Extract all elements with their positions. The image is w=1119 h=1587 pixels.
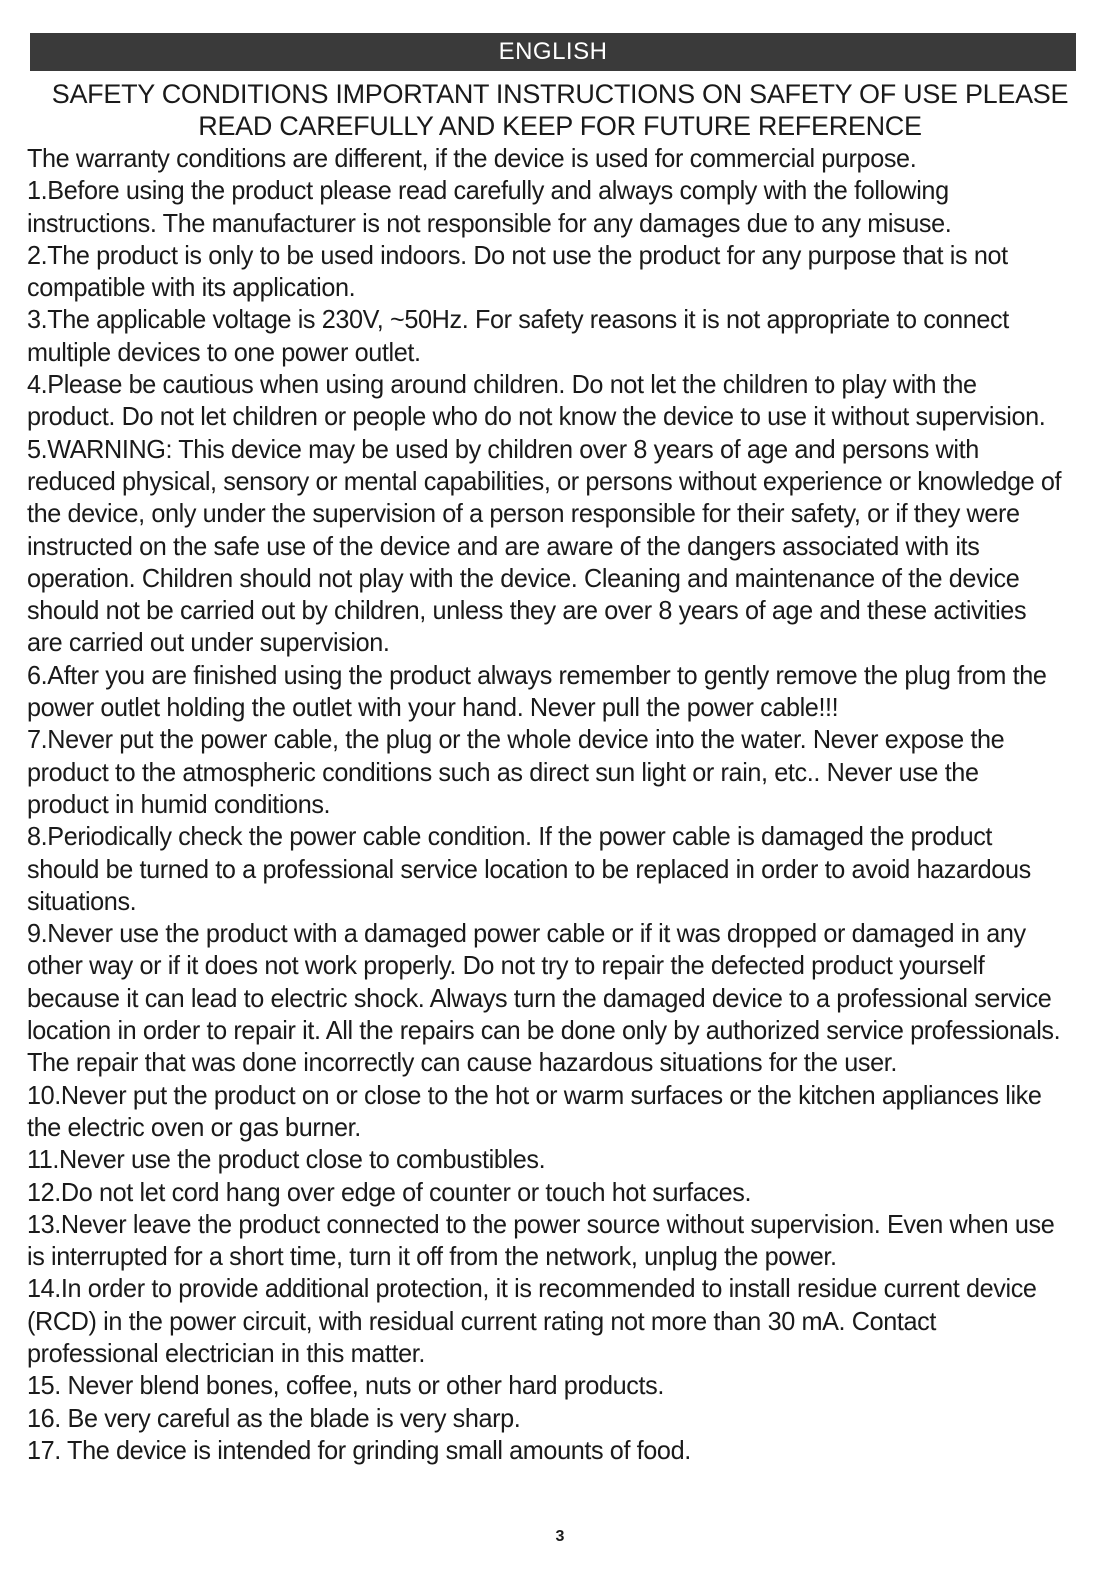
instruction-item-2: 2.The product is only to be used indoors. Do not use the product for any purpose that is not compatible with its application. bbox=[27, 239, 1008, 303]
instruction-item-11: 11.Never use the product close to combustibles. bbox=[27, 1144, 546, 1175]
instruction-item-15: 15. Never blend bones, coffee, nuts or other hard products. bbox=[27, 1370, 664, 1401]
instruction-item-3: 3.The applicable voltage is 230V, ~50Hz. For safety reasons it is not appropriate to connect multiple devices to one power outlet. bbox=[27, 304, 1009, 367]
page-number: 3 bbox=[555, 1528, 565, 1545]
instruction-item-4: 4.Please be cautious when using around children. Do not let the children to play with the product. Do not let children or people who do not know the device to use it without supervision. bbox=[27, 369, 1046, 432]
instruction-item-12: 12.Do not let cord hang over edge of counter or touch hot surfaces. bbox=[27, 1176, 752, 1207]
instruction-item-8: 8.Periodically check the power cable condition. If the power cable is damaged the product should be turned to a professional service location to be replaced in order to avoid hazardous situations. bbox=[27, 821, 1031, 916]
instruction-item-6: 6.After you are finished using the product always remember to gently remove the plug from the power outlet holding the outlet with your hand. Never pull the power cable!!! bbox=[27, 659, 1047, 723]
title-line-2: READ CAREFULLY AND KEEP FOR FUTURE REFERENCE bbox=[198, 111, 922, 141]
warranty-note: The warranty conditions are different, if the device is used for commercial purpose. bbox=[27, 143, 917, 173]
language-banner: ENGLISH bbox=[30, 33, 1076, 71]
instruction-item-5: 5.WARNING: This device may be used by children over 8 years of age and persons with reduced physical, sensory or mental capabilities, or persons without experience or knowledge of the device, only under the supervision of a person responsible for their safety, or if they were instructed on the safe use of the device and are aware of the dangers associated with its operation. Children should not play with the device. Cleaning and maintenance of the device should not be carried out by children, unless they are over 8 years of age and these activities are carried out under supervision. bbox=[27, 433, 1062, 658]
instruction-item-14: 14.In order to provide additional protection, it is recommended to install residue current device (RCD) in the power circuit, with residual current rating not more than 30 mA. Contact professional electrician in this matter. bbox=[27, 1273, 1037, 1368]
instruction-item-7: 7.Never put the power cable, the plug or the whole device into the water. Never expose the product to the atmospheric conditions such as direct sun light or rain, etc.. Never use the product in humid conditions. bbox=[27, 724, 1005, 819]
instruction-item-16: 16. Be very careful as the blade is very sharp. bbox=[27, 1402, 521, 1433]
page-title bbox=[20, 78, 1100, 142]
instruction-item-1: 1.Before using the product please read carefully and always comply with the following instructions. The manufacturer is not responsible for any damages due to any misuse. bbox=[27, 175, 952, 238]
instruction-item-10: 10.Never put the product on or close to the hot or warm surfaces or the kitchen appliances like the electric oven or gas burner. bbox=[27, 1079, 1042, 1142]
safety-instructions bbox=[27, 142, 1065, 1466]
title-line-1: SAFETY CONDITIONS IMPORTANT INSTRUCTIONS ON SAFETY OF USE PLEASE bbox=[51, 79, 1069, 109]
instruction-item-17: 17. The device is intended for grinding small amounts of food. bbox=[27, 1434, 691, 1465]
instruction-item-9: 9.Never use the product with a damaged power cable or if it was dropped or damaged in any other way or if it does not work properly. Do not try to repair the defected product yourself because it can lead to electric shock. Always turn the damaged device to a professional service location in order to repair it. All the repairs can be done only by authorized service professionals. The repair that was done incorrectly can cause hazardous situations for the user. bbox=[27, 918, 1061, 1078]
instruction-item-13: 13.Never leave the product connected to the power source without supervision. Even when use is interrupted for a short time, turn it off from the network, unplug the power. bbox=[27, 1208, 1055, 1272]
